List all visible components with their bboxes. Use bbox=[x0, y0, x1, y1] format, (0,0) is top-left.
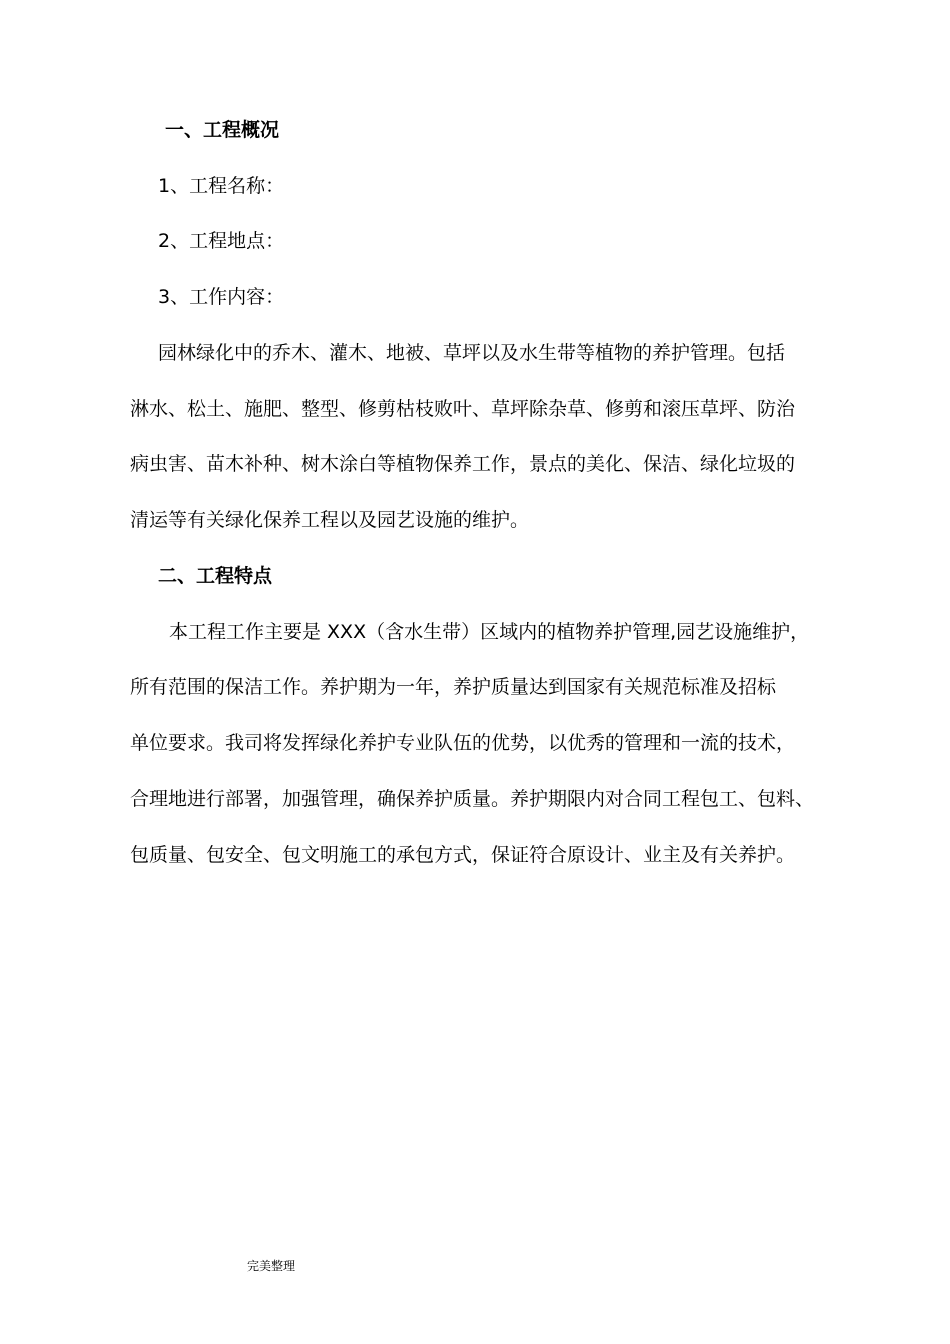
section1-paragraph-line: 淋水、松土、施肥、整型、修剪枯枝败叶、草坪除杂草、修剪和滚压草坪、防治 bbox=[130, 398, 796, 420]
footer-note: 完美整理 bbox=[247, 1259, 296, 1273]
section1-paragraph-line: 清运等有关绿化保养工程以及园艺设施的维护。 bbox=[130, 509, 530, 531]
section2-heading: 二、工程特点 bbox=[158, 565, 273, 587]
section2-paragraph-line: 单位要求。我司将发挥绿化养护专业队伍的优势，以优秀的管理和一流的技术， bbox=[130, 732, 796, 754]
section1-paragraph-line: 园林绿化中的乔木、灌木、地被、草坪以及水生带等植物的养护管理。包括 bbox=[158, 342, 786, 364]
project-name-label: 1、工程名称： bbox=[158, 175, 285, 197]
section2-paragraph-line: 本工程工作主要是 XXX（含水生带）区域内的植物养护管理,园艺设施维护， bbox=[169, 621, 810, 643]
project-location-label: 2、工程地点： bbox=[158, 230, 285, 252]
work-content-label: 3、工作内容： bbox=[158, 286, 285, 308]
section2-paragraph-line: 合理地进行部署，加强管理，确保养护质量。养护期限内对合同工程包工、包料、 bbox=[130, 788, 815, 810]
section1-heading: 一、工程概况 bbox=[165, 119, 280, 141]
section2-paragraph-line: 所有范围的保洁工作。养护期为一年，养护质量达到国家有关规范标准及招标 bbox=[130, 676, 777, 698]
section2-paragraph-line: 包质量、包安全、包文明施工的承包方式，保证符合原设计、业主及有关养护。 bbox=[130, 844, 796, 866]
section1-paragraph-line: 病虫害、苗木补种、树木涂白等植物保养工作，景点的美化、保洁、绿化垃圾的 bbox=[130, 453, 796, 475]
